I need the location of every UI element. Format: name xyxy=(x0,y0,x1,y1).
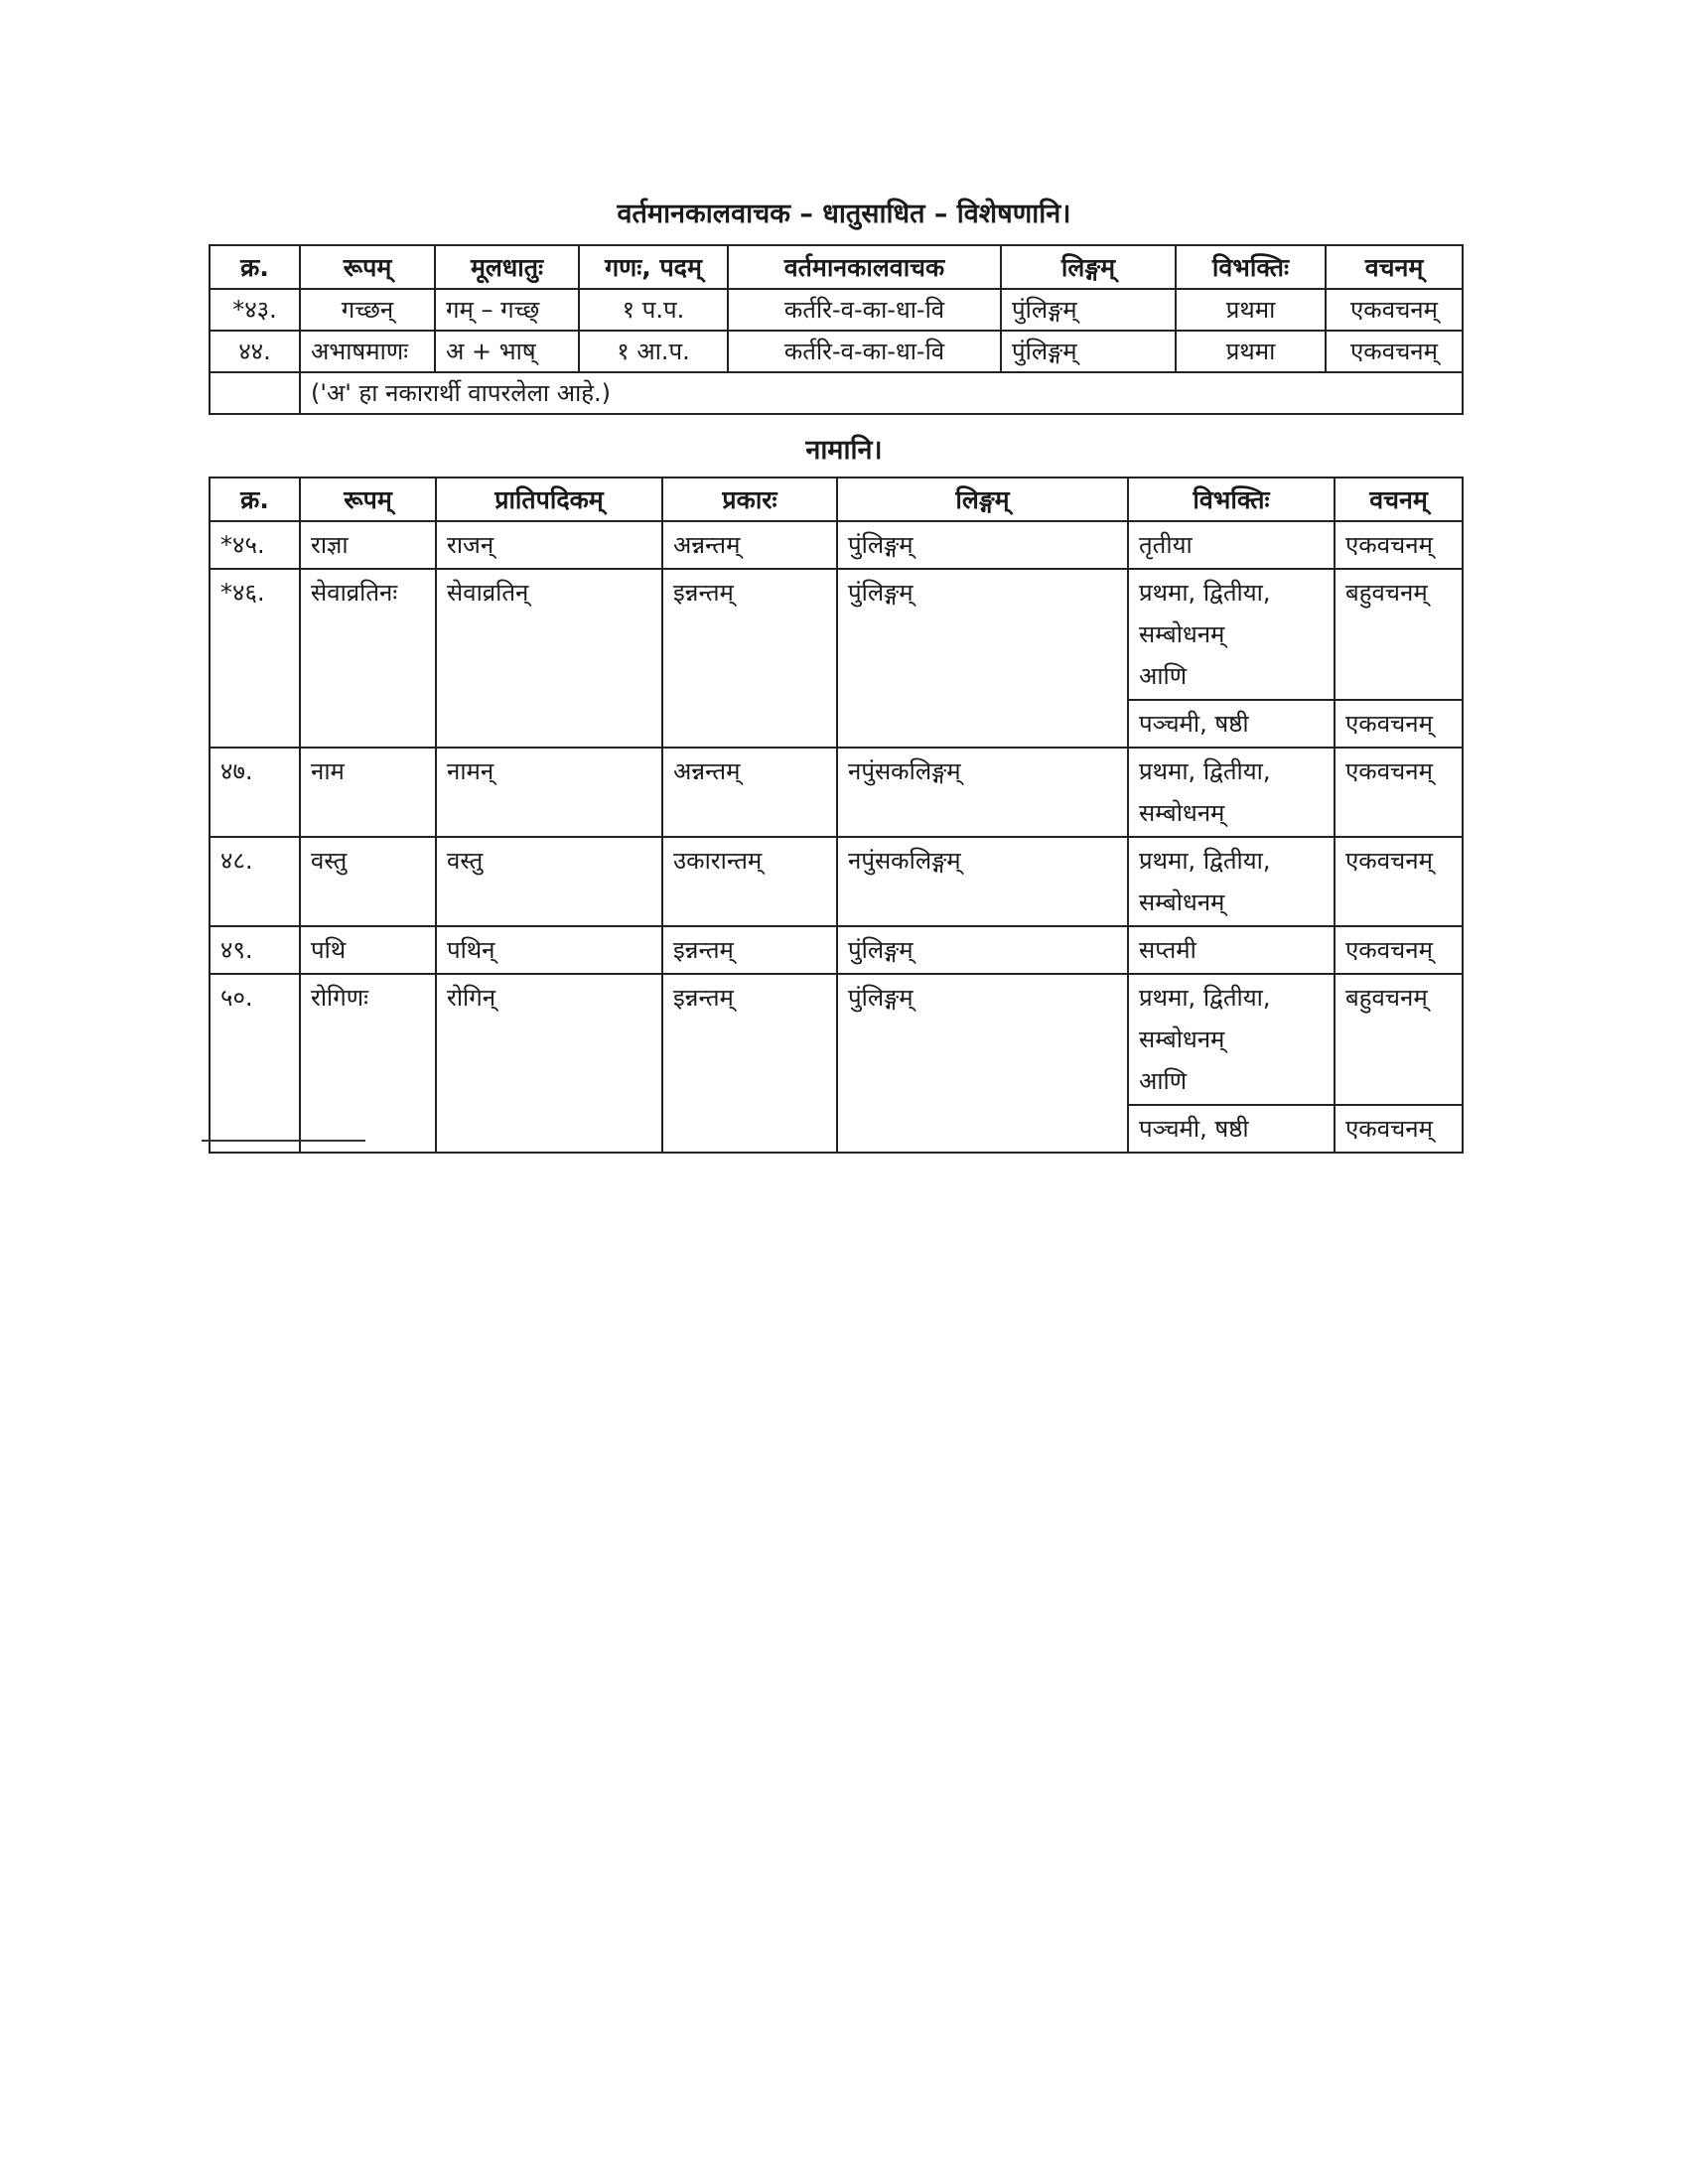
cell-pratipadikam: राजन् xyxy=(436,521,662,569)
cell-pratipadikam: नामन् xyxy=(436,748,662,837)
col-header-vartamana: वर्तमानकालवाचक xyxy=(728,245,1001,289)
cell-number: *४३. xyxy=(210,289,300,331)
cell-pratipadikam: सेवाव्रतिन् xyxy=(436,569,662,748)
footnote-divider xyxy=(202,1140,365,1142)
cell-vibhakti: सप्तमी xyxy=(1128,926,1335,974)
section1-title: वर्तमानकालवाचक – धातुसाधित – विशेषणानि। xyxy=(617,199,1071,229)
cell-number: *४६. xyxy=(210,569,300,748)
cell-vibhakti xyxy=(1128,748,1335,837)
table-row xyxy=(210,748,1463,837)
col-header-pratipadikam: प्रातिपदिकम् xyxy=(436,478,662,521)
cell-prakarah: अन्नन्तम् xyxy=(662,521,837,569)
cell-vachanam: एकवचनम् xyxy=(1335,837,1463,926)
table-note-row xyxy=(210,372,1463,414)
cell-vachanam: एकवचनम् xyxy=(1335,748,1463,837)
cell-prakarah: इन्नन्तम् xyxy=(662,569,837,748)
col-header-dhatu: मूलधातुः xyxy=(435,245,579,289)
cell-vibhakti: प्रथमा xyxy=(1176,289,1326,331)
cell-number: ४८. xyxy=(210,837,300,926)
cell-number: ४४. xyxy=(210,331,300,372)
cell-vartamana: कर्तरि-व-का-धा-वि xyxy=(728,289,1001,331)
cell-vartamana: कर्तरि-व-का-धा-वि xyxy=(728,331,1001,372)
nouns-table xyxy=(209,477,1464,1154)
cell-empty xyxy=(210,372,300,414)
vibhakti-line: प्रथमा, द्वितीया, xyxy=(1139,579,1271,607)
cell-vibhakti xyxy=(1128,569,1335,700)
cell-vachanam: बहुवचनम् xyxy=(1335,569,1463,700)
cell-dhatu: अ + भाष् xyxy=(435,331,579,372)
col-header-vachanam: वचनम् xyxy=(1335,478,1463,521)
table-header-row xyxy=(210,478,1463,521)
cell-vibhakti: प्रथमा xyxy=(1176,331,1326,372)
cell-vibhakti: पञ्चमी, षष्ठी xyxy=(1128,1105,1335,1153)
col-header-gana-padam: गणः, पदम् xyxy=(579,245,728,289)
vibhakti-line: सम्बोधनम् xyxy=(1139,620,1225,648)
cell-prakarah: अन्नन्तम् xyxy=(662,748,837,837)
table-row xyxy=(210,569,1463,700)
cell-number: ४७. xyxy=(210,748,300,837)
cell-number: ४९. xyxy=(210,926,300,974)
col-header-prakarah: प्रकारः xyxy=(662,478,837,521)
table-row xyxy=(210,331,1463,372)
vibhakti-line: प्रथमा, द्वितीया, xyxy=(1139,847,1271,875)
vibhakti-line: सम्बोधनम् xyxy=(1139,799,1225,827)
cell-rupam: वस्तु xyxy=(300,837,436,926)
cell-lingam: पुंलिङ्गम् xyxy=(837,926,1128,974)
table-row xyxy=(210,837,1463,926)
vibhakti-line: सम्बोधनम् xyxy=(1139,1025,1225,1053)
vibhakti-line: प्रथमा, द्वितीया, xyxy=(1139,984,1271,1012)
cell-gana-padam: १ आ.प. xyxy=(579,331,728,372)
cell-prakarah: उकारान्तम् xyxy=(662,837,837,926)
cell-lingam: पुंलिङ्गम् xyxy=(837,521,1128,569)
cell-pratipadikam: वस्तु xyxy=(436,837,662,926)
cell-vibhakti: तृतीया xyxy=(1128,521,1335,569)
col-header-rupam: रूपम् xyxy=(300,245,435,289)
cell-pratipadikam: रोगिन् xyxy=(436,974,662,1153)
cell-vibhakti: पञ्चमी, षष्ठी xyxy=(1128,700,1335,748)
cell-rupam: राज्ञा xyxy=(300,521,436,569)
cell-vachanam: एकवचनम् xyxy=(1326,331,1463,372)
cell-number: *४५. xyxy=(210,521,300,569)
cell-vachanam: एकवचनम् xyxy=(1326,289,1463,331)
vibhakti-line: प्रथमा, द्वितीया, xyxy=(1139,757,1271,785)
note-text: ('अ' हा नकारार्थी वापरलेला आहे.) xyxy=(300,372,1463,414)
cell-rupam: नाम xyxy=(300,748,436,837)
col-header-vibhakti: विभक्तिः xyxy=(1176,245,1326,289)
cell-lingam: पुंलिङ्गम् xyxy=(837,569,1128,748)
cell-vachanam: एकवचनम् xyxy=(1335,700,1463,748)
cell-rupam: पथि xyxy=(300,926,436,974)
vibhakti-line: आणि xyxy=(1139,662,1188,690)
table-row xyxy=(210,926,1463,974)
col-header-vibhakti: विभक्तिः xyxy=(1128,478,1335,521)
cell-prakarah: इन्नन्तम् xyxy=(662,926,837,974)
cell-vachanam: एकवचनम् xyxy=(1335,1105,1463,1153)
vibhakti-line: सम्बोधनम् xyxy=(1139,888,1225,916)
cell-lingam: पुंलिङ्गम् xyxy=(837,974,1128,1153)
cell-lingam: पुंलिङ्गम् xyxy=(1001,289,1176,331)
cell-prakarah: इन्नन्तम् xyxy=(662,974,837,1153)
cell-lingam: नपुंसकलिङ्गम् xyxy=(837,748,1128,837)
cell-vachanam: एकवचनम् xyxy=(1335,926,1463,974)
table-row xyxy=(210,974,1463,1105)
cell-rupam: अभाषमाणः xyxy=(300,331,435,372)
cell-vibhakti xyxy=(1128,974,1335,1105)
cell-rupam: गच्छन् xyxy=(300,289,435,331)
col-header-vachanam: वचनम् xyxy=(1326,245,1463,289)
vibhakti-line: आणि xyxy=(1139,1067,1188,1095)
cell-pratipadikam: पथिन् xyxy=(436,926,662,974)
cell-rupam: सेवाव्रतिनः xyxy=(300,569,436,748)
cell-number: ५०. xyxy=(210,974,300,1153)
col-header-lingam: लिङ्गम् xyxy=(1001,245,1176,289)
table-row xyxy=(210,521,1463,569)
cell-vachanam: एकवचनम् xyxy=(1335,521,1463,569)
cell-vibhakti xyxy=(1128,837,1335,926)
adjectives-table xyxy=(209,244,1464,415)
cell-gana-padam: १ प.प. xyxy=(579,289,728,331)
col-header-number: क्र. xyxy=(210,245,300,289)
cell-lingam: पुंलिङ्गम् xyxy=(1001,331,1176,372)
table-header-row xyxy=(210,245,1463,289)
cell-dhatu: गम् – गच्छ् xyxy=(435,289,579,331)
cell-lingam: नपुंसकलिङ्गम् xyxy=(837,837,1128,926)
col-header-rupam: रूपम् xyxy=(300,478,436,521)
col-header-lingam: लिङ्गम् xyxy=(837,478,1128,521)
section2-title: नामानि। xyxy=(805,435,883,466)
table-row xyxy=(210,289,1463,331)
col-header-number: क्र. xyxy=(210,478,300,521)
cell-rupam: रोगिणः xyxy=(300,974,436,1153)
cell-vachanam: बहुवचनम् xyxy=(1335,974,1463,1105)
